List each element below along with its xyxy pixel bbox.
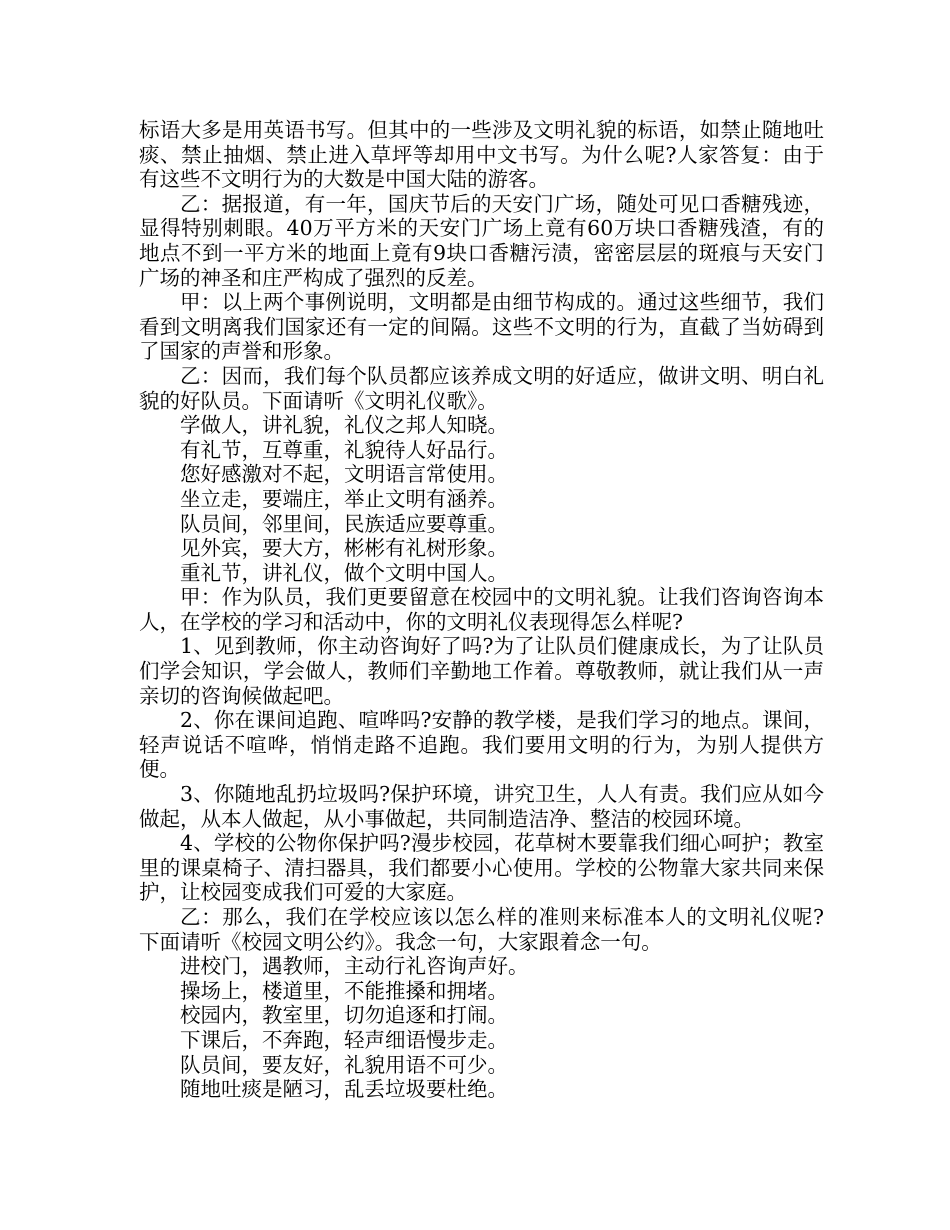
convention-line: 随地吐痰是陋习，乱丢垃圾要杜绝。	[180, 1077, 508, 1102]
song-line: 您好感激对不起，文明语言常使用。	[180, 462, 508, 487]
paragraph-yi-tiananmen: 乙：据报道，有一年，国庆节后的天安门广场，随处可见口香糖残迹，显得特别刺眼。40万平方米的天安门广场上竟有60万块口香糖残渣，有的地点不到一平方米的地面上竟有9块口香糖污渍，密密层层的斑痕与天安门广场的神圣和庄严构成了强烈的反差。	[139, 191, 824, 290]
paragraph-jia-campus: 甲：作为队员，我们更要留意在校园中的文明礼貌。让我们咨询咨询本人，在学校的学习和活动中，你的文明礼仪表现得怎么样呢?	[139, 585, 824, 634]
convention-line: 校园内，教室里，切勿追逐和打闹。	[180, 1003, 508, 1028]
song-line: 学做人，讲礼貌，礼仪之邦人知晓。	[180, 413, 508, 438]
song-line: 见外宾，要大方，彬彬有礼树形象。	[180, 536, 508, 561]
convention-line: 进校门，遇教师，主动行礼咨询声好。	[180, 954, 529, 979]
paragraph-yi-convention: 乙：那么，我们在学校应该以怎么样的准则来标准本人的文明礼仪呢?下面请听《校园文明公约》。我念一句，大家跟着念一句。	[139, 905, 824, 954]
convention-line: 下课后，不奔跑，轻声细语慢步走。	[180, 1027, 508, 1052]
paragraph-intro-continued: 标语大多是用英语书写。但其中的一些涉及文明礼貌的标语，如禁止随地吐痰、禁止抽烟、禁止进入草坪等却用中文书写。为什么呢?人家答复：由于有这些不文明行为的大数是中国大陆的游客。	[139, 118, 824, 192]
song-line: 有礼节，互尊重，礼貌待人好品行。	[180, 437, 508, 462]
song-line: 重礼节，讲礼仪，做个文明中国人。	[180, 560, 508, 585]
paragraph-jia-details: 甲：以上两个事例说明，文明都是由细节构成的。通过这些细节，我们看到文明离我们国家还有一定的间隔。这些不文明的行为，直截了当妨碍到了国家的声誉和形象。	[139, 290, 824, 364]
convention-line: 队员间，要友好，礼貌用语不可少。	[180, 1052, 508, 1077]
document-page	[139, 118, 824, 1102]
list-item-teacher: 1、见到教师，你主动咨询好了吗?为了让队员们健康成长，为了让队员们学会知识，学会做人，教师们辛勤地工作着。尊敬教师，就让我们从一声亲切的咨询候做起吧。	[139, 634, 824, 708]
paragraph-yi-habits: 乙：因而，我们每个队员都应该养成文明的好适应，做讲文明、明白礼貌的好队员。下面请听《文明礼仪歌》。	[139, 363, 824, 413]
list-item-property: 4、学校的公物你保护吗?漫步校园，花草树木要靠我们细心呵护；教室里的课桌椅子、清扫器具，我们都要小心使用。学校的公物靠大家共同来保护，让校园变成我们可爱的大家庭。	[139, 831, 824, 905]
song-line: 队员间，邻里间，民族适应要尊重。	[180, 511, 508, 536]
list-item-litter: 3、你随地乱扔垃圾吗?保护环境，讲究卫生，人人有责。我们应从如今做起，从本人做起，从小事做起，共同制造洁净、整洁的校园环境。	[139, 782, 824, 831]
convention-line: 操场上，楼道里，不能推搡和拥堵。	[180, 978, 508, 1003]
song-line: 坐立走，要端庄，举止文明有涵养。	[180, 486, 508, 511]
list-item-quiet: 2、你在课间追跑、喧哗吗?安静的教学楼，是我们学习的地点。课间，轻声说话不喧哗，悄悄走路不追跑。我们要用文明的行为，为别人提供方便。	[139, 708, 824, 782]
